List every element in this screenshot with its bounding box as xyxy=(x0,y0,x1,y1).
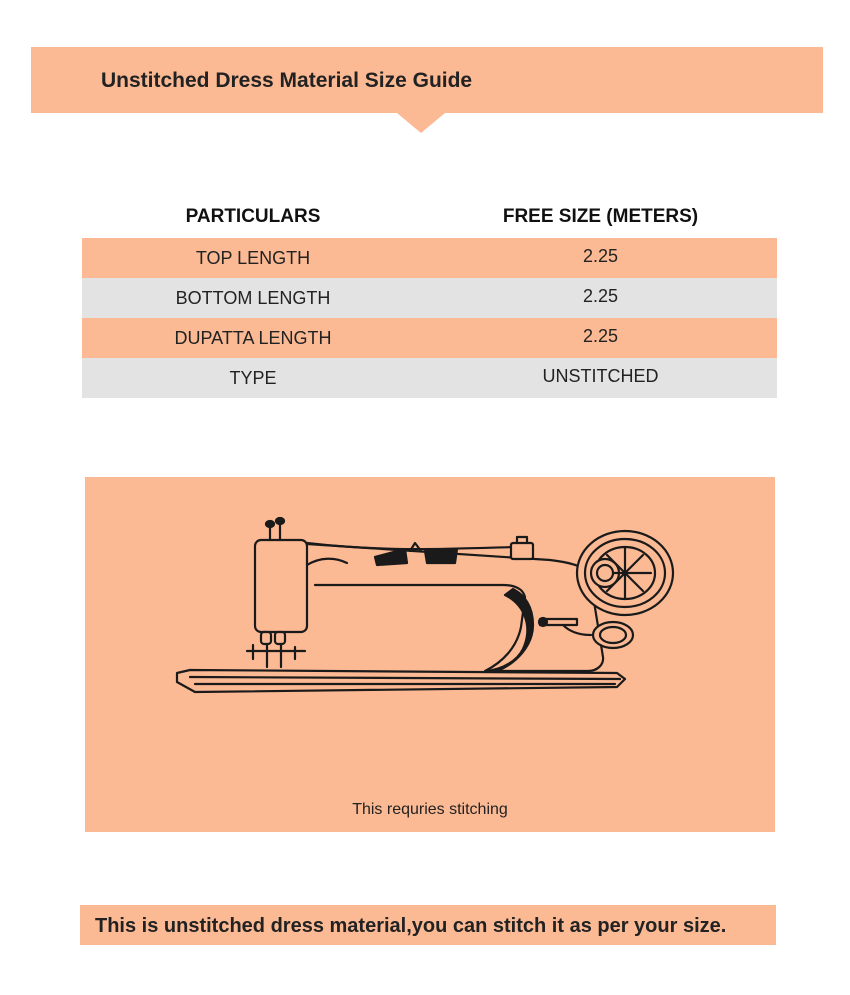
row-label: DUPATTA LENGTH xyxy=(174,328,332,348)
column-header-free-size: FREE SIZE (METERS) xyxy=(502,206,699,227)
title-banner xyxy=(31,47,823,113)
table-row xyxy=(82,238,777,278)
table-row xyxy=(82,318,777,358)
sewing-machine-icon xyxy=(85,477,775,832)
page-title: Unstitched Dress Material Size Guide xyxy=(101,69,473,92)
row-value: 2.25 xyxy=(582,326,619,346)
table-row xyxy=(82,358,777,398)
size-table xyxy=(82,196,777,398)
banner-pointer xyxy=(397,113,445,133)
row-label: BOTTOM LENGTH xyxy=(175,288,331,308)
illustration-panel xyxy=(85,477,775,832)
row-value: UNSTITCHED xyxy=(542,366,659,386)
footer-note: This is unstitched dress material,you can stitch it as per your size. xyxy=(95,915,727,937)
footer-banner xyxy=(80,905,776,945)
row-value: 2.25 xyxy=(582,286,619,306)
table-header xyxy=(82,196,777,238)
row-value: 2.25 xyxy=(582,246,619,266)
column-header-particulars: PARTICULARS xyxy=(185,206,321,227)
illustration-caption: This requries stitching xyxy=(352,801,508,818)
table-row xyxy=(82,278,777,318)
row-label: TYPE xyxy=(229,368,277,388)
row-label: TOP LENGTH xyxy=(195,248,311,268)
